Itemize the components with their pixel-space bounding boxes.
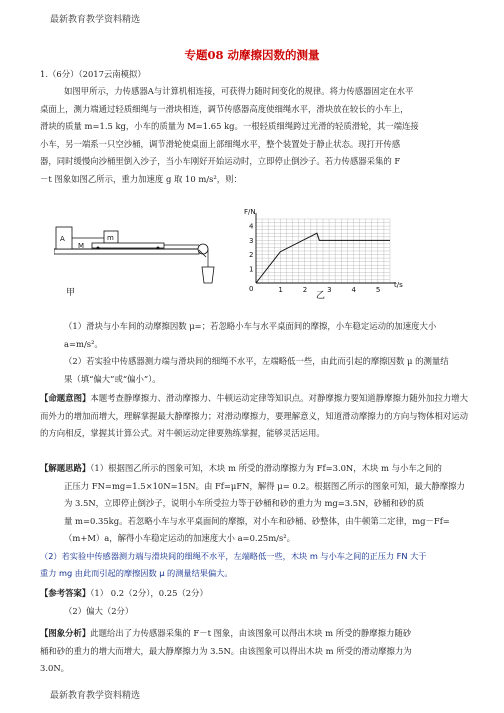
stem-line: －t 图象如图乙所示，重力加速度 g 取 10 m/s²，则： <box>40 173 242 184</box>
solution-blue-line: 重力 mg 由此而引起的摩擦因数 μ 的测量结果偏大。 <box>40 568 233 578</box>
solution-line: 为 3.5N，立即停止倒沙子，说明小车所受拉力等于砂桶和砂的重力为 mg=3.5N，砂桶和砂的质 <box>64 498 425 508</box>
graph-analysis-line: 桶和砂的重力的增大而增大，最大静摩擦力为 3.5N。由该图象可以得出木块 m 所受的滑动摩擦力为 <box>40 645 412 656</box>
graph-analysis-block <box>40 625 468 678</box>
stem-line: 桌面上，测力端通过轻质细绳与一滑块相连，调节传感器高度使细绳水平，滑块放在较长的小车上， <box>40 103 409 114</box>
solution-block <box>40 460 468 583</box>
experiment-figure <box>54 207 414 300</box>
graph-analysis-label: 【图象分析】 <box>40 628 91 638</box>
apparatus-diagram <box>54 227 214 298</box>
sub-question-line: a=m/s²。 <box>64 338 103 349</box>
graph-grid <box>256 219 390 283</box>
y-tick-label: 3 <box>249 236 254 245</box>
label-m: m <box>107 234 114 242</box>
sub-question-line: （2）若实验中传感器测力端与滑块间的细绳不水平，左端略低一些，由此而引起的摩擦因数 μ 的测量结 <box>64 356 449 366</box>
graph-analysis-line: 3.0N。 <box>40 663 70 673</box>
page-footer: 最新教育教学资料精选 <box>50 691 141 701</box>
solution-line: （1）根据图乙所示的图象可知，木块 m 所受的滑动摩擦力为 Ff=3.0N，木块 m 与小车之间的 <box>90 463 442 473</box>
page-title: 专题08 动摩擦因数的测量 <box>184 48 320 62</box>
analysis-text: 本题考查静摩擦力、滑动摩擦力、牛顿运动定律等知识点。对静摩擦力要知道静摩擦力随外加拉力增大而外力的增加而增大，理解掌握最大静摩擦力；对滑动摩擦力，要理解意义，知道滑动摩擦力的方向与物体相对运动的方向相反，掌握其计算公式。对牛顿运动定律要熟练掌握，能够灵活运用。 <box>40 393 469 438</box>
label-a: A <box>60 235 65 243</box>
page-header: 最新教育教学资料精选 <box>50 15 141 25</box>
caption-yi: 乙 <box>316 291 326 300</box>
caption-jia: 甲 <box>66 288 76 298</box>
sand-bucket <box>202 267 214 283</box>
question-stem <box>40 83 468 188</box>
label-M: M <box>78 242 85 250</box>
stem-line: 滑块的质量 m=1.5 kg，小车的质量为 M=1.65 kg。一根轻质细绳跨过光滑的轻质滑轮，其一端连接 <box>40 121 419 131</box>
x-tick-label: 1 <box>278 286 283 294</box>
answer-line-1: （1） 0.2（2分），0.25（2分） <box>90 588 208 598</box>
origin-tick-label: 0 <box>249 285 254 293</box>
pulley <box>198 244 208 254</box>
x-tick-label: 5 <box>375 286 381 294</box>
graph-analysis-line: 此题给出了力传感器采集的 F－t 图象，由该图象可以得出木块 m 所受的静摩擦力随砂 <box>90 628 412 638</box>
y-tick-label: 1 <box>249 265 254 274</box>
x-axis-label: t/s <box>394 281 403 289</box>
solution-line: （m+M）a，解得小车稳定运动的加速度大小 a=0.25m/s²。 <box>64 533 296 543</box>
solution-line: 正压力 FN=mg=1.5×10N=15N。由 Ff=μFN，解得 μ= 0.2。根据图乙所示的图象可知，最大静摩擦力 <box>64 480 465 491</box>
graph-axes <box>256 213 396 283</box>
analysis-block <box>40 390 468 443</box>
stem-line: 小车，另一端系一只空沙桶，调节滑轮使桌面上部细绳水平，整个装置处于静止状态。现打开传感 <box>40 138 401 149</box>
table-top <box>54 249 199 254</box>
sub-question-line: （1）滑块与小车间的动摩擦因数 μ=；若忽略小车与水平桌面间的摩擦，小车稳定运动的加速度大小 <box>64 321 437 331</box>
stem-line: 器，同时缓慢向沙桶里倒入沙子，当小车刚好开始运动时，立即停止倒沙子。若力传感器采集的 F <box>40 156 401 166</box>
answer-line-2: （2）偏大（2分） <box>64 605 134 616</box>
answer-block <box>40 585 468 620</box>
solution-blue-line: （2）若实验中传感器测力端与滑块间的细绳不水平，左端略低一些，木块 m 与小车之间的正压力 FN 大于 <box>40 550 427 561</box>
question-number: 1.（6分）（2017云南模拟） <box>40 69 146 79</box>
cart-M <box>92 243 164 248</box>
stem-line: 如图甲所示，力传感器A与计算机相连接，可获得力随时间变化的规律。将力传感器固定在水平 <box>64 86 414 96</box>
y-axis-label: F/N <box>244 208 256 216</box>
solution-label: 【解题思路】 <box>40 463 91 473</box>
sub-questions <box>40 318 468 388</box>
solution-line: 量 m=0.35kg。若忽略小车与水平桌面间的摩擦，对小车和砂桶、砂整体，由牛顿第二定律，mg－Ff= <box>64 515 450 526</box>
ft-graph <box>244 208 403 300</box>
y-tick-label: 2 <box>249 251 254 260</box>
x-tick-label: 3 <box>327 286 332 294</box>
y-tick-label: 4 <box>249 222 254 231</box>
answer-label: 【参考答案】 <box>40 588 91 598</box>
sub-question-line: 果（填“偏大”或“偏小”）。 <box>64 373 161 384</box>
analysis-label: 【命题意图】 <box>40 393 91 403</box>
x-tick-label: 4 <box>351 286 356 294</box>
x-tick-label: 2 <box>302 286 308 294</box>
